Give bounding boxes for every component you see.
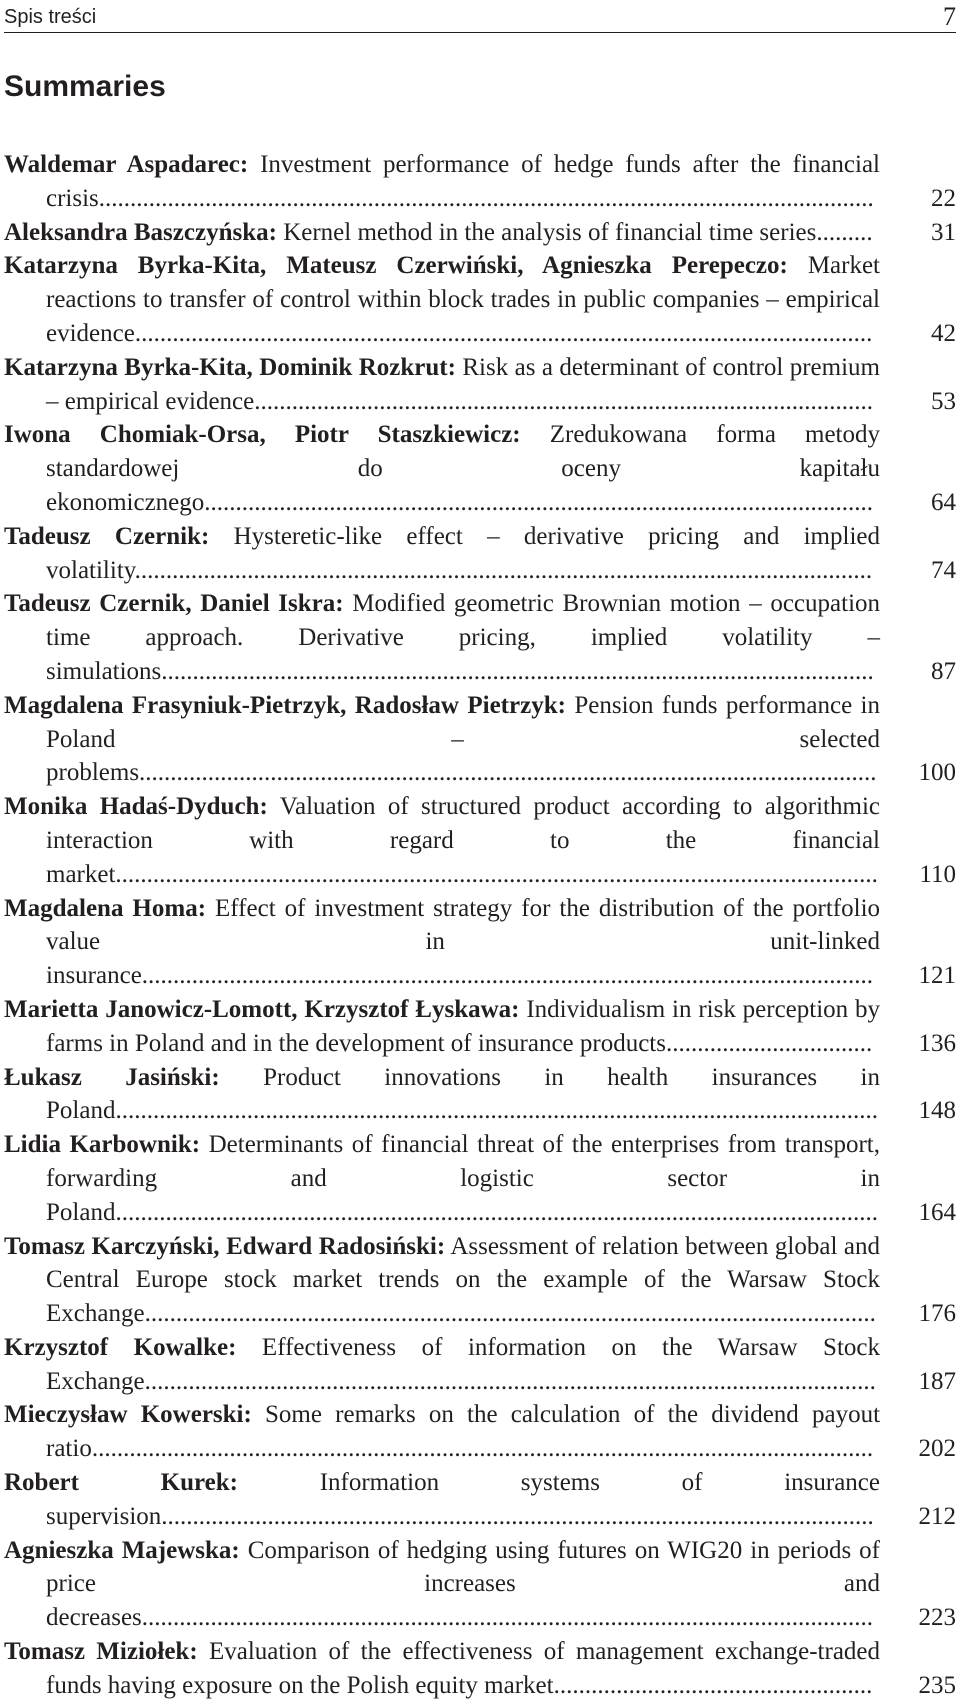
entry-title: Individualism in risk perception by farms in Poland and in the development of insurance products bbox=[46, 995, 880, 1057]
entry-page-number: 110 bbox=[919, 860, 956, 888]
toc-entry[interactable] bbox=[4, 689, 956, 790]
toc-entry-text bbox=[4, 351, 880, 419]
dot-leader: .......................................................................................................................... bbox=[115, 1198, 878, 1226]
toc-entry[interactable] bbox=[4, 520, 956, 588]
dot-leader: ......... bbox=[816, 218, 873, 246]
running-header bbox=[4, 0, 956, 33]
toc-entry-text bbox=[4, 1466, 880, 1534]
toc-entry[interactable] bbox=[4, 1466, 956, 1534]
section-name: Spis treści bbox=[4, 6, 97, 28]
toc-entry-text bbox=[4, 418, 880, 519]
entry-author: Mieczysław Kowerski: bbox=[4, 1401, 252, 1429]
dot-leader: ........................................................................................................... bbox=[204, 488, 874, 516]
entry-page-number: 53 bbox=[931, 387, 956, 415]
dot-leader: ................................................... bbox=[553, 1671, 873, 1699]
entry-author: Agnieszka Majewska: bbox=[4, 1536, 240, 1564]
entry-author: Robert Kurek: bbox=[4, 1469, 238, 1497]
toc-entry[interactable] bbox=[4, 1230, 956, 1331]
dot-leader: ................................. bbox=[665, 1029, 873, 1057]
entry-page-number: 31 bbox=[931, 218, 956, 246]
entry-page-number: 148 bbox=[918, 1097, 956, 1125]
entry-page-number: 100 bbox=[918, 759, 956, 787]
entry-title: Valuation of structured product according to algorithmic interaction with regard to the financial market bbox=[46, 793, 880, 888]
entry-title: Information systems of insurance supervision bbox=[46, 1469, 881, 1530]
entry-title: Product innovations in health insurances in Poland bbox=[46, 1063, 880, 1125]
entry-author: Monika Hadaś-Dyduch: bbox=[4, 793, 268, 821]
dot-leader: ..................................................................................................................... bbox=[144, 1367, 876, 1395]
toc-entry[interactable] bbox=[4, 790, 956, 891]
toc-entry-text bbox=[4, 1331, 880, 1399]
entry-title: Determinants of financial threat of the enterprises from transport, forwarding and logistic sector in Poland bbox=[46, 1131, 880, 1226]
entry-page-number: 164 bbox=[918, 1198, 956, 1226]
table-of-contents bbox=[4, 148, 956, 1703]
entry-page-number: 212 bbox=[918, 1502, 956, 1530]
entry-title: Pension funds performance in Poland – selected problems bbox=[46, 691, 881, 787]
entry-title: Investment performance of hedge funds after the financial crisis bbox=[46, 151, 881, 212]
entry-title: Effect of investment strategy for the distribution of the portfolio value in unit-linked insurance bbox=[46, 894, 881, 990]
toc-entry[interactable] bbox=[4, 249, 956, 350]
entry-title: Assessment of relation between global and Central Europe stock market trends on the example of the Warsaw Stock Exchange bbox=[46, 1232, 880, 1328]
entry-title: Hysteretic-like effect – derivative pricing and implied volatility bbox=[46, 522, 880, 584]
entry-author: Magdalena Frasyniuk-Pietrzyk, Radosław Pietrzyk: bbox=[4, 691, 566, 719]
entry-title: Modified geometric Brownian motion – occupation time approach. Derivative pricing, implied volatility – simulations bbox=[46, 590, 881, 685]
toc-entry-text bbox=[4, 1398, 880, 1466]
toc-entry[interactable] bbox=[4, 216, 956, 250]
toc-entry[interactable] bbox=[4, 1061, 956, 1129]
entry-author: Aleksandra Baszczyńska: bbox=[4, 218, 277, 246]
entry-title: Zredukowana forma metody standardowej do oceny kapitału ekonomicznego bbox=[46, 421, 881, 516]
entry-title: Some remarks on the calculation of the dividend payout ratio bbox=[46, 1401, 881, 1463]
entry-page-number: 187 bbox=[918, 1367, 956, 1395]
entry-title: Kernel method in the analysis of financial time series bbox=[283, 218, 817, 246]
toc-entry[interactable] bbox=[4, 1128, 956, 1229]
page-title: Summaries bbox=[4, 70, 166, 103]
toc-entry-text bbox=[4, 1230, 880, 1331]
toc-entry-text bbox=[4, 249, 880, 350]
toc-entry[interactable] bbox=[4, 1635, 956, 1703]
entry-author: Krzysztof Kowalke: bbox=[4, 1333, 237, 1361]
dot-leader: ..................................................................................................................... bbox=[141, 1604, 874, 1632]
toc-entry-text bbox=[4, 993, 880, 1061]
entry-page-number: 176 bbox=[918, 1300, 956, 1328]
dot-leader: ............................................................................................................................. bbox=[91, 1435, 874, 1463]
entry-page-number: 121 bbox=[918, 962, 956, 990]
entry-title: Risk as a determinant of control premium – empirical evidence bbox=[46, 353, 880, 415]
entry-author: Łukasz Jasiński: bbox=[4, 1063, 220, 1091]
entry-page-number: 87 bbox=[931, 657, 956, 685]
dot-leader: ...................................................................................................................... bbox=[134, 556, 873, 584]
dot-leader: ...................................................................................................................... bbox=[139, 759, 877, 787]
dot-leader: ..................................................................................................................... bbox=[141, 962, 874, 990]
dot-leader: .......................................................................................................................... bbox=[115, 1097, 878, 1125]
entry-author: Waldemar Aspadarec: bbox=[4, 151, 249, 178]
toc-entry[interactable] bbox=[4, 148, 956, 216]
entry-author: Magdalena Homa: bbox=[4, 894, 207, 922]
dot-leader: .................................................................................................................. bbox=[161, 657, 874, 685]
toc-entry-text bbox=[4, 1128, 880, 1229]
toc-entry-text bbox=[4, 148, 880, 216]
toc-entry[interactable] bbox=[4, 993, 956, 1061]
entry-page-number: 42 bbox=[931, 319, 956, 347]
entry-author: Tomasz Karczyński, Edward Radosiński: bbox=[4, 1232, 446, 1260]
entry-page-number: 235 bbox=[918, 1671, 956, 1699]
entry-author: Tadeusz Czernik: bbox=[4, 522, 210, 550]
toc-entry-text bbox=[4, 790, 880, 891]
toc-entry[interactable] bbox=[4, 1331, 956, 1399]
dot-leader: ..................................................................................................................... bbox=[144, 1300, 876, 1328]
entry-title: Effectiveness of information on the Warsaw Stock Exchange bbox=[46, 1333, 880, 1395]
dot-leader: ...................................................................................................................... bbox=[134, 319, 873, 347]
toc-entry[interactable] bbox=[4, 1534, 956, 1635]
entry-title: Evaluation of the effectiveness of management exchange-traded funds having exposure on the Polish equity market bbox=[46, 1638, 881, 1699]
entry-author: Tomasz Miziołek: bbox=[4, 1638, 198, 1666]
entry-author: Marietta Janowicz-Lomott, Krzysztof Łyskawa: bbox=[4, 995, 520, 1023]
toc-entry-text bbox=[4, 587, 880, 688]
entry-title: Comparison of hedging using futures on WIG20 in periods of price increases and decreases bbox=[46, 1536, 880, 1632]
dot-leader: ................................................................................................... bbox=[254, 387, 873, 415]
toc-entry-text bbox=[4, 216, 880, 250]
entry-author: Katarzyna Byrka-Kita, Dominik Rozkrut: bbox=[4, 353, 456, 381]
toc-entry[interactable] bbox=[4, 351, 956, 419]
toc-entry-text bbox=[4, 1061, 880, 1129]
toc-entry-text bbox=[4, 892, 880, 993]
toc-entry-text bbox=[4, 689, 880, 790]
entry-page-number: 74 bbox=[931, 556, 956, 584]
entry-page-number: 136 bbox=[918, 1029, 956, 1057]
toc-entry-text bbox=[4, 1635, 880, 1703]
dot-leader: ............................................................................................................................ bbox=[98, 184, 874, 212]
entry-author: Katarzyna Byrka-Kita, Mateusz Czerwiński, Agnieszka Perepeczo: bbox=[4, 252, 788, 280]
page-number: 7 bbox=[943, 2, 956, 31]
toc-entry-text bbox=[4, 520, 880, 588]
entry-page-number: 223 bbox=[918, 1604, 956, 1632]
dot-leader: .................................................................................................................. bbox=[161, 1502, 874, 1530]
toc-entry[interactable] bbox=[4, 587, 956, 688]
dot-leader: .......................................................................................................................... bbox=[115, 860, 878, 888]
entry-title: Market reactions to transfer of control within block trades in public companies – empirical evidence bbox=[46, 252, 881, 347]
toc-entry[interactable] bbox=[4, 892, 956, 993]
entry-page-number: 64 bbox=[931, 488, 956, 516]
toc-entry-text bbox=[4, 1534, 880, 1635]
entry-author: Tadeusz Czernik, Daniel Iskra: bbox=[4, 590, 344, 618]
entry-page-number: 202 bbox=[918, 1435, 956, 1463]
toc-entry[interactable] bbox=[4, 418, 956, 519]
entry-author: Iwona Chomiak-Orsa, Piotr Staszkiewicz: bbox=[4, 421, 521, 449]
entry-author: Lidia Karbownik: bbox=[4, 1131, 201, 1159]
entry-page-number: 22 bbox=[931, 184, 956, 212]
toc-entry[interactable] bbox=[4, 1398, 956, 1466]
